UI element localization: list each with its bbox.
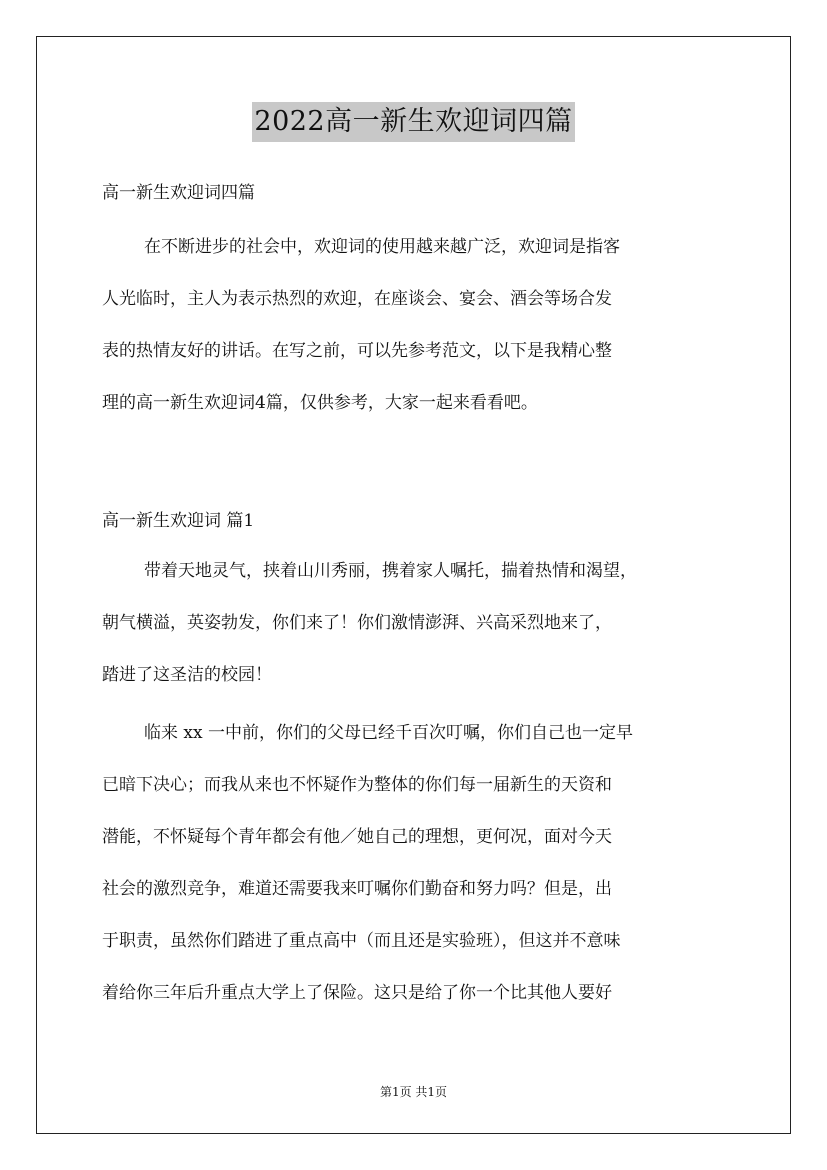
title-container xyxy=(0,102,827,142)
intro-paragraph xyxy=(102,234,732,442)
section1-paragraph-2 xyxy=(102,720,732,1032)
paragraph-line: 临来 xx 一中前，你们的父母已经千百次叮嘱，你们自己也一定早 xyxy=(144,723,633,743)
paragraph-line: 带着天地灵气，挟着山川秀丽，携着家人嘱托，揣着热情和渴望， xyxy=(144,561,637,581)
paragraph-line: 社会的激烈竞争，难道还需要我来叮嘱你们勤奋和努力吗？但是，出 xyxy=(102,879,612,899)
paragraph-line: 着给你三年后升重点大学上了保险。这只是给了你一个比其他人要好 xyxy=(102,983,612,1003)
paragraph-line: 踏进了这圣洁的校园！ xyxy=(102,665,272,685)
document-subtitle: 高一新生欢迎词四篇 xyxy=(102,183,255,203)
section1-paragraph-1 xyxy=(102,558,732,714)
document-title: 2022高一新生欢迎词四篇 xyxy=(252,102,574,142)
intro-line: 表的热情友好的讲话。在写之前，可以先参考范文，以下是我精心整 xyxy=(102,341,612,361)
paragraph-line: 潜能，不怀疑每个青年都会有他／她自己的理想，更何况，面对今天 xyxy=(102,827,612,847)
paragraph-line: 于职责，虽然你们踏进了重点高中（而且还是实验班），但这并不意味 xyxy=(102,931,621,951)
intro-line: 人光临时，主人为表示热烈的欢迎，在座谈会、宴会、酒会等场合发 xyxy=(102,289,612,309)
page-footer: 第1页 共1页 xyxy=(379,1085,448,1099)
section-heading: 高一新生欢迎词 篇1 xyxy=(102,511,255,531)
intro-line: 在不断进步的社会中，欢迎词的使用越来越广泛，欢迎词是指客 xyxy=(144,237,620,257)
intro-line: 理的高一新生欢迎词4篇，仅供参考，大家一起来看看吧。 xyxy=(102,393,538,413)
paragraph-line: 已暗下决心；而我从来也不怀疑作为整体的你们每一届新生的天资和 xyxy=(102,775,612,795)
paragraph-line: 朝气横溢，英姿勃发，你们来了！你们激情澎湃、兴高采烈地来了， xyxy=(102,613,612,633)
